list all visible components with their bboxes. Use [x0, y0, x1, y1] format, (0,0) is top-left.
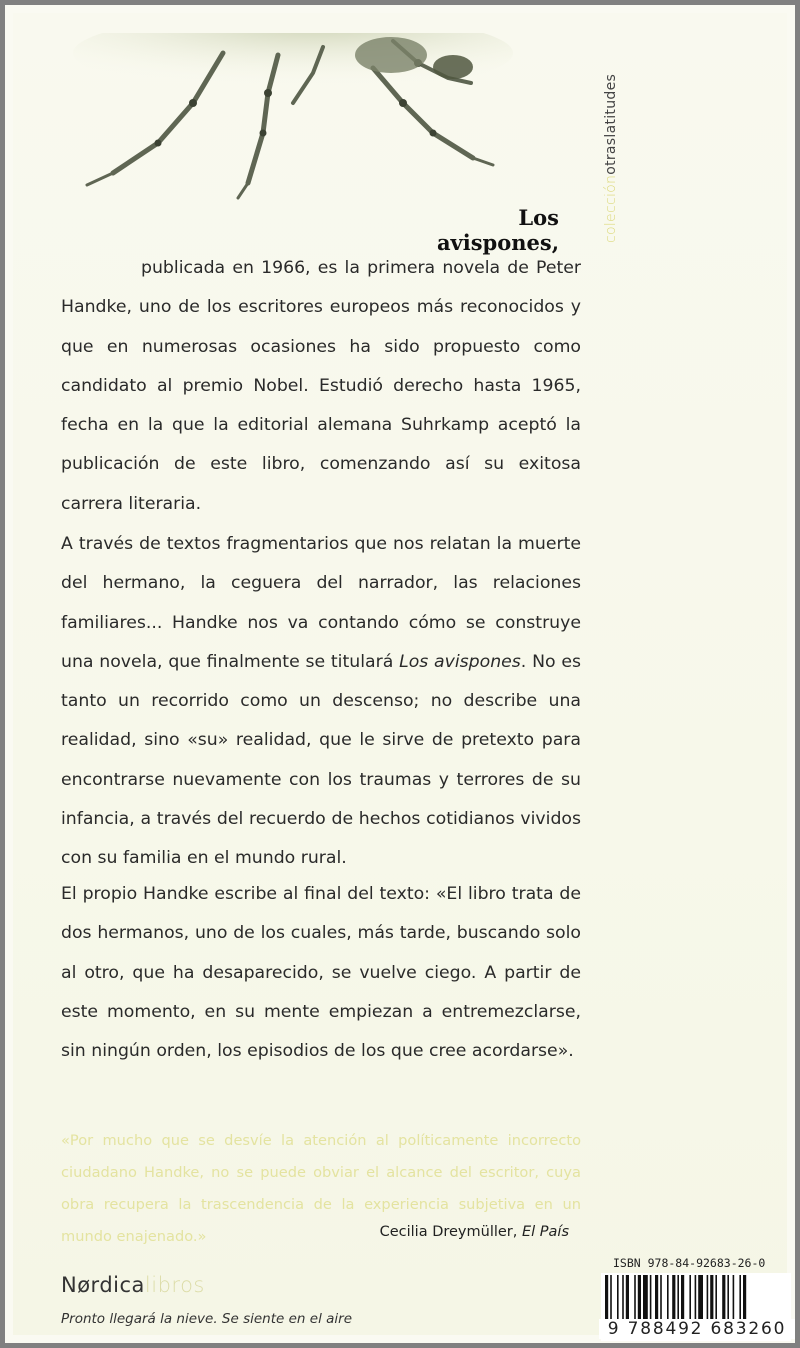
quote-source: El País: [521, 1224, 569, 1240]
barcode-bar: [677, 1275, 679, 1321]
paragraph-2-part-b: . No es tanto un recorrido como un descenso; no describe una realidad, sino «su» realidad, que le sirve de pretexto para encontrarse nuevamente con los traumas y terrores de su infancia, a través del recuerdo de hechos cotidianos vividos con su familia en el mundo rural.: [61, 651, 581, 869]
barcode-bar: [739, 1275, 741, 1321]
insect-legs-illustration: [73, 33, 513, 203]
publisher-name: Nørdica: [61, 1273, 145, 1297]
press-quote: «Por mucho que se desvíe la atención al políticamente incorrecto ciudadano Handke, no se puede obviar el alcance del escritor, cuya obra recupera la trascendencia de la experiencia subjetiva en un mundo enajenado.»: [61, 1132, 581, 1245]
quote-author: Cecilia Dreymüller,: [379, 1224, 522, 1240]
publisher-logo: [61, 1273, 205, 1297]
barcode-bar: [733, 1275, 735, 1321]
publisher-imprint: libros: [144, 1273, 205, 1297]
barcode-bar: [672, 1275, 675, 1321]
paragraph-2-book-title: Los avispones: [399, 651, 521, 672]
barcode-bar: [695, 1275, 697, 1321]
paragraph-2-part-a: A través de textos fragmentarios que nos relatan la muerte del hermano, la ceguera del narrador, las relaciones familiares... Handke nos va contando cómo se construye una novela, que finalmente se titulará: [61, 534, 581, 672]
barcode-bar: [689, 1275, 691, 1321]
book-title-heading: Los avispones,: [436, 205, 559, 255]
barcode-bar: [634, 1275, 636, 1321]
barcode-bar: [660, 1275, 662, 1321]
barcode-bar: [626, 1275, 629, 1321]
barcode-bar: [727, 1275, 729, 1321]
barcode-bar: [698, 1275, 703, 1321]
barcode-bar: [655, 1275, 658, 1321]
synopsis-paragraph-2: [61, 525, 581, 879]
isbn-label: ISBN 978-84-92683-26-0: [613, 1256, 766, 1270]
barcode-bar: [622, 1275, 624, 1321]
publisher-tagline: Pronto llegará la nieve. Se siente en el aire: [61, 1311, 353, 1327]
barcode-bar: [722, 1275, 725, 1321]
synopsis-paragraph-3: El propio Handke escribe al final del texto: «El libro trata de dos hermanos, uno de los cuales, más tarde, buscando solo al otro, que ha desaparecido, se vuelve ciego. A partir de este momento, en su mente empiezan a entremezclarse, sin ningún orden, los episodios de los que cree acordarse».: [61, 884, 581, 1062]
barcode-bar: [650, 1275, 652, 1321]
barcode-bar: [610, 1275, 612, 1321]
book-back-cover: [13, 13, 787, 1339]
barcode-bar: [667, 1275, 669, 1321]
barcode-bar: [743, 1275, 746, 1321]
barcode-bar: [638, 1275, 641, 1321]
barcode-digits: 9 788492 683260: [599, 1319, 795, 1339]
barcode-bar: [681, 1275, 684, 1321]
barcode-bar: [715, 1275, 717, 1321]
barcode-bar: [643, 1275, 648, 1321]
barcode-bar: [707, 1275, 709, 1321]
series-name: otraslatitudes: [603, 73, 619, 175]
collection-series-label: [603, 74, 619, 243]
barcode-bar: [605, 1275, 608, 1321]
quote-attribution: [313, 1224, 569, 1240]
synopsis-paragraph-1: publicada en 1966, es la primera novela de Peter Handke, uno de los escritores europeos más reconocidos y que en numerosas ocasiones ha sido propuesto como candidato al premio Nobel. Estudió derecho hasta 1965, fecha en la que la editorial alemana Suhrkamp aceptó la publicación de este libro, comenzando así su exitosa carrera literaria.: [61, 258, 581, 514]
collection-word: colección: [603, 174, 619, 243]
barcode-bar: [617, 1275, 619, 1321]
barcode-bar: [710, 1275, 713, 1321]
